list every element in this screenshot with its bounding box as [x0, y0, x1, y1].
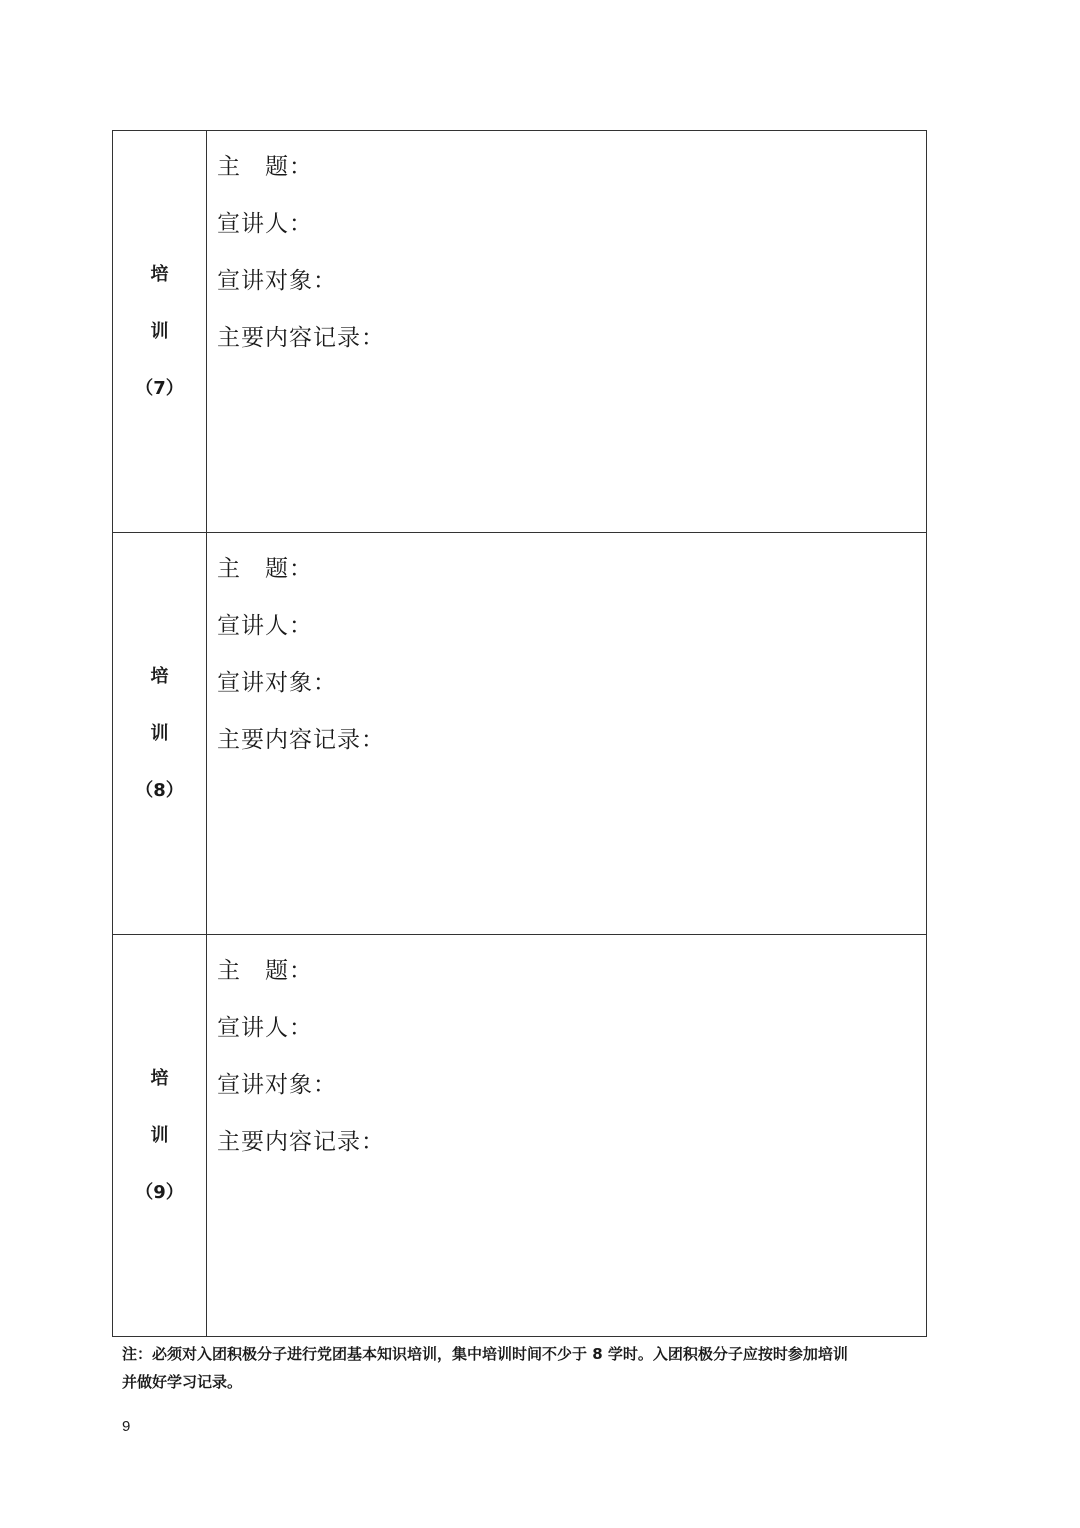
session-label-cell: [113, 935, 207, 1337]
speaker-field: 宣讲人：: [217, 211, 313, 237]
session-label-cell: [113, 533, 207, 935]
page-number: 9: [122, 1418, 131, 1435]
audience-field: 宣讲对象：: [217, 268, 337, 294]
speaker-field: 宣讲人：: [217, 613, 313, 639]
session-label-char-2: 训: [150, 723, 169, 744]
content-record-field: 主要内容记录：: [217, 1129, 385, 1155]
session-label-char-1: 培: [150, 666, 169, 687]
session-label-char-2: 训: [150, 1125, 169, 1146]
session-number: （9）: [135, 1182, 184, 1203]
session-number: （7）: [135, 378, 184, 399]
session-label-cell: [113, 131, 207, 533]
footnote-line-2: 并做好学习记录。: [122, 1373, 243, 1391]
session-detail-cell[interactable]: [207, 935, 927, 1337]
topic-field: 主 题：: [217, 154, 313, 180]
audience-field: 宣讲对象：: [217, 1072, 337, 1098]
session-number: （8）: [135, 780, 184, 801]
session-detail-cell[interactable]: [207, 533, 927, 935]
session-label-char-1: 培: [150, 1068, 169, 1089]
training-session-row: [113, 935, 927, 1337]
footnote: [122, 1340, 922, 1396]
training-session-row: [113, 131, 927, 533]
speaker-field: 宣讲人：: [217, 1015, 313, 1041]
training-session-row: [113, 533, 927, 935]
topic-field: 主 题：: [217, 556, 313, 582]
topic-field: 主 题：: [217, 958, 313, 984]
content-record-field: 主要内容记录：: [217, 727, 385, 753]
session-label-char-2: 训: [150, 321, 169, 342]
footnote-line-1: 注：必须对入团积极分子进行党团基本知识培训，集中培训时间不少于 8 学时。入团积极分子应按时参加培训: [122, 1345, 848, 1363]
session-detail-cell[interactable]: [207, 131, 927, 533]
session-label-char-1: 培: [150, 264, 169, 285]
training-record-table: [112, 130, 927, 1337]
content-record-field: 主要内容记录：: [217, 325, 385, 351]
audience-field: 宣讲对象：: [217, 670, 337, 696]
